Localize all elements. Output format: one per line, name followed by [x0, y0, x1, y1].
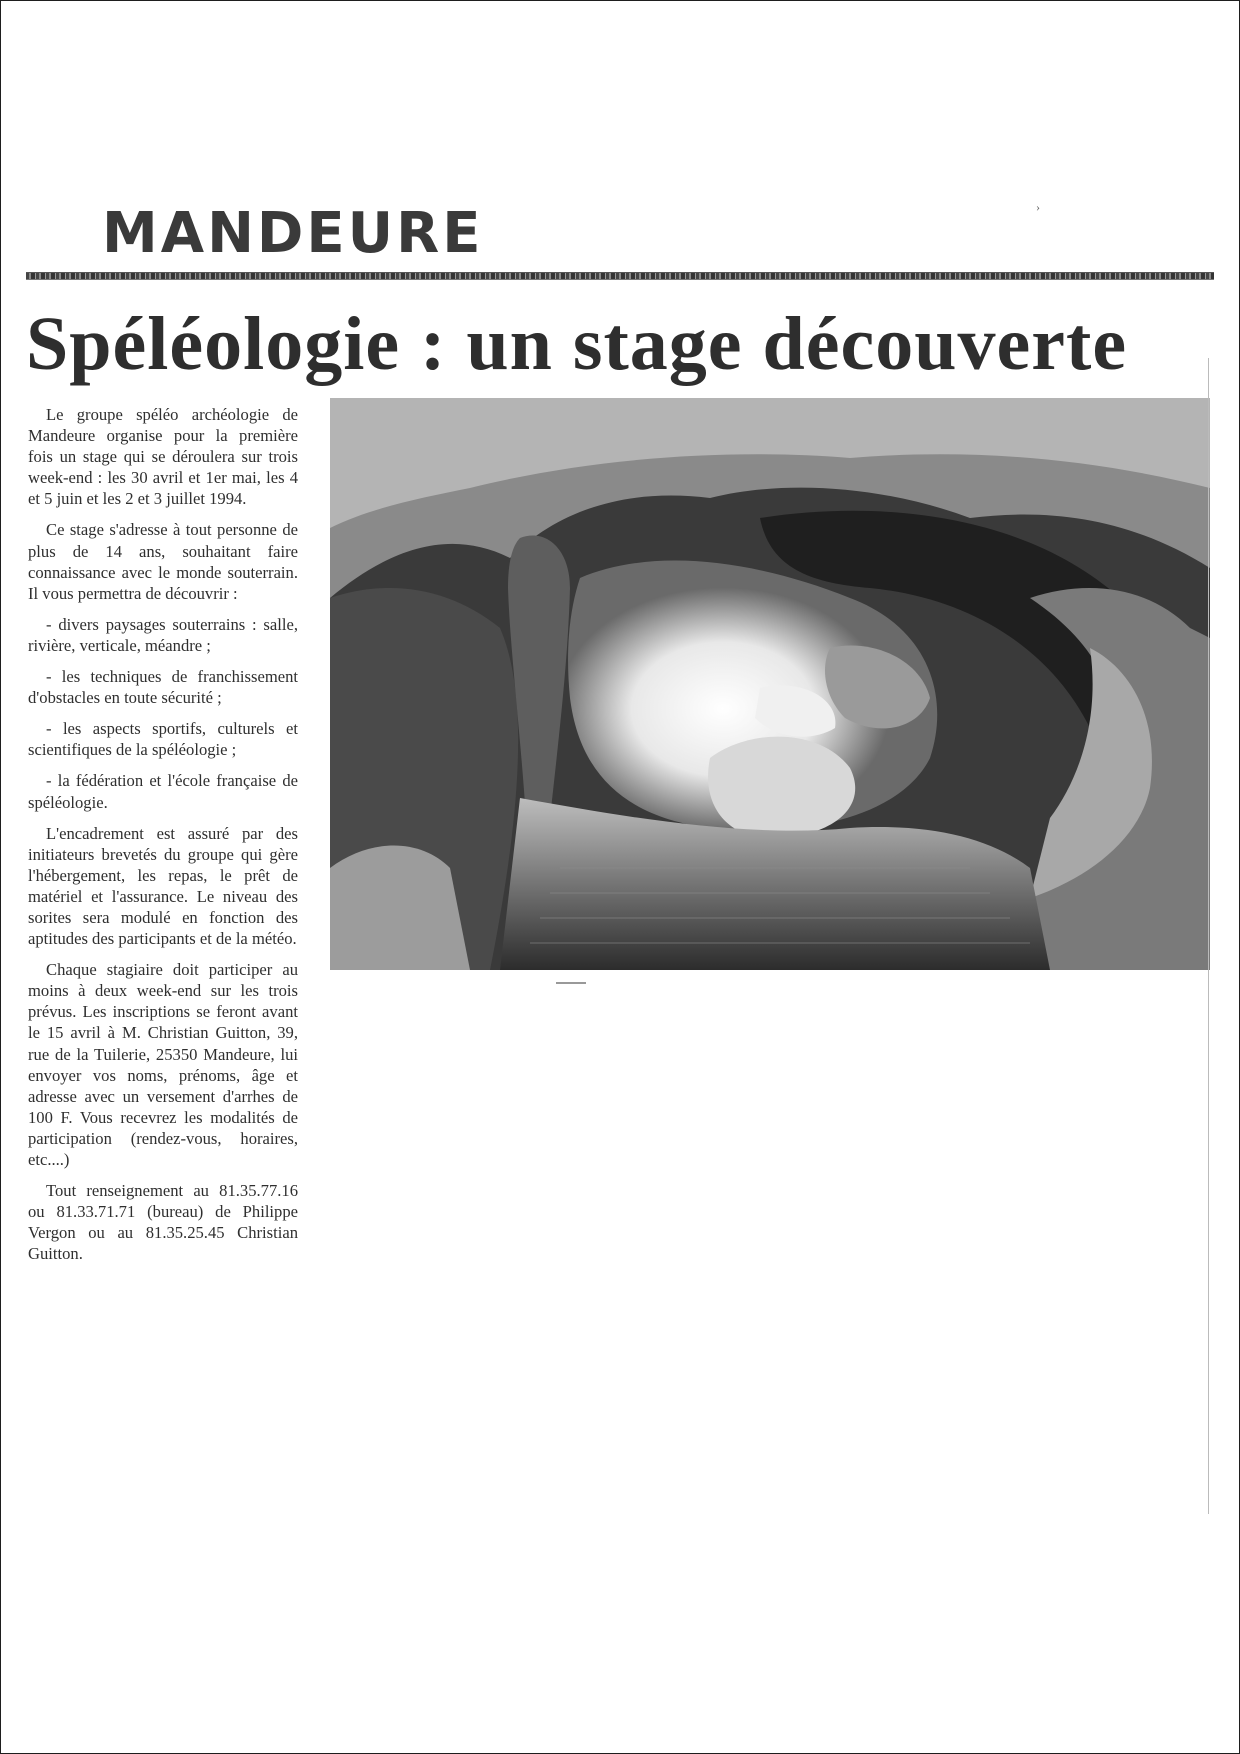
list-item: - divers paysages souterrains : salle, rivière, verticale, méandre ;: [28, 614, 298, 655]
article-body: [28, 404, 298, 1274]
paragraph-contact: Tout renseignement au 81.35.77.16 ou 81.33.71.71 (bureau) de Philippe Vergon ou au 81.35.25.45 Christian Guitton.: [28, 1181, 298, 1264]
paragraph-audience: Ce stage s'adresse à tout personne de plus de 14 ans, souhaitant faire connaissance avec le monde souterrain. Il vous permettra de découvrir :: [28, 520, 298, 603]
list-item: - les aspects sportifs, culturels et scientifiques de la spéléologie ;: [28, 719, 298, 760]
section-rule: [26, 272, 1214, 280]
headline: Spéléologie : un stage découverte: [26, 302, 1128, 386]
paragraph-registration: Chaque stagiaire doit participer au moins à deux week-end sur les trois prévus. Les inscriptions se feront avant le 15 avril à M. Christian Guitton, 39, rue de la Tuilerie, 25350 Mandeure, lui envoyer vos noms, prénoms, âge et adresse avec un versement d'arrhes de 100 F. Vous recevrez les modalités de participation (rendez-vous, horaires, etc....): [28, 960, 298, 1169]
section-label: MANDEURE: [102, 201, 484, 266]
paragraph-intro: Le groupe spéléo archéologie de Mandeure organise pour la première fois un stage qui se déroulera sur trois week-end : les 30 avril et 1er mai, les 4 et 5 juin et les 2 et 3 juillet 1994.: [28, 405, 298, 509]
list-item: - la fédération et l'école française de spéléologie.: [28, 771, 298, 812]
column-edge: [1208, 358, 1209, 1514]
list-item: - les techniques de franchissement d'obstacles en toute sécurité ;: [28, 667, 298, 708]
scan-mark: ›: [1036, 200, 1040, 214]
paragraph-supervision: L'encadrement est assuré par des initiateurs brevetés du groupe qui gère l'hébergement, les repas, le prêt de matériel et l'assurance. Le niveau des sorites sera modulé en fonction des aptitudes des participants et de la météo.: [28, 823, 298, 949]
photo-caption-mark: [556, 982, 586, 984]
cave-photo: [330, 398, 1210, 970]
